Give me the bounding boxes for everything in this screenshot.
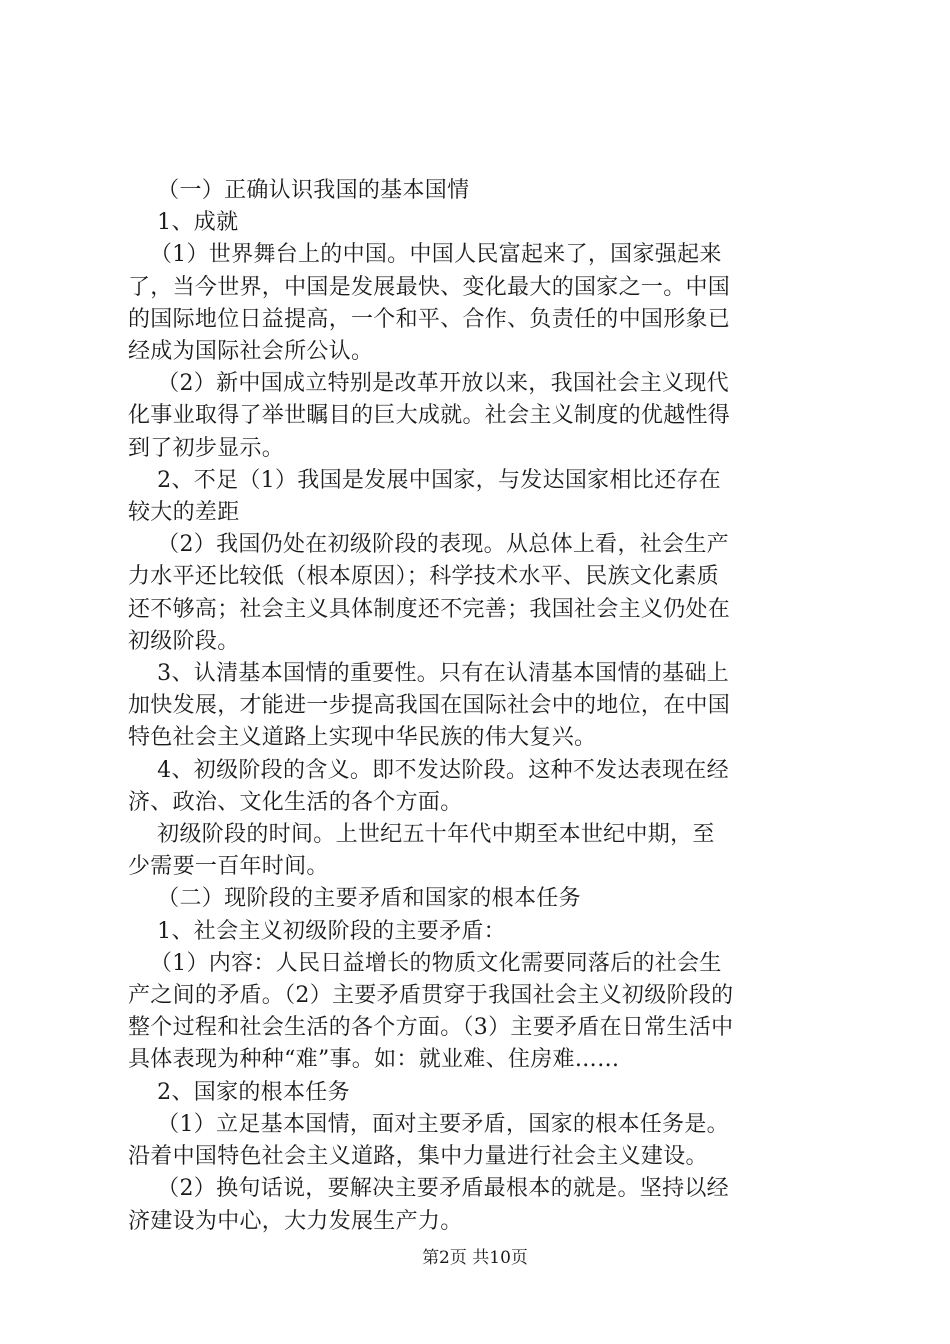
- text-line: 产之间的矛盾。（2）主要矛盾贯穿于我国社会主义初级阶段的: [128, 983, 734, 1009]
- text-line: 整个过程和社会生活的各个方面。（3）主要矛盾在日常生活中: [128, 1015, 734, 1041]
- text-line: 1、社会主义初级阶段的主要矛盾：: [128, 918, 506, 944]
- text-line: 济建设为中心，大力发展生产力。: [128, 1208, 463, 1234]
- text-line: 还不够高；社会主义具体制度还不完善；我国社会主义仍处在: [128, 596, 731, 622]
- text-line: 经成为国际社会所公认。: [128, 339, 374, 365]
- text-line: 的国际地位日益提高，一个和平、合作、负责任的中国形象已: [128, 306, 731, 332]
- text-line: 化事业取得了举世瞩目的巨大成就。社会主义制度的优越性得: [128, 403, 731, 429]
- text-line: （2）我国仍处在初级阶段的表现。从总体上看，社会生产: [128, 532, 729, 558]
- text-line: 特色社会主义道路上实现中华民族的伟大复兴。: [128, 725, 597, 751]
- text-line: 3、认清基本国情的重要性。只有在认清基本国情的基础上: [128, 661, 729, 687]
- text-line: （一）正确认识我国的基本国情: [128, 178, 470, 203]
- text-line: 力水平还比较低（根本原因）；科学技术水平、民族文化素质: [128, 564, 720, 590]
- text-line: （二）现阶段的主要矛盾和国家的根本任务: [128, 886, 581, 912]
- text-line: 到了初步显示。: [128, 435, 285, 461]
- text-line: 4、初级阶段的含义。即不发达阶段。这种不发达表现在经: [128, 757, 729, 783]
- document-body: [128, 175, 830, 1238]
- text-line: 具体表现为种种“难”事。如：就业难、住房难……: [128, 1047, 620, 1073]
- text-line: 加快发展，才能进一步提高我国在国际社会中的地位，在中国: [128, 693, 731, 719]
- page-number-footer: 第2页 共10页: [422, 1248, 528, 1268]
- text-line: 初级阶段的时间。上世纪五十年代中期至本世纪中期，至: [128, 822, 715, 848]
- text-line: （2）新中国成立特别是改革开放以来，我国社会主义现代: [128, 371, 729, 397]
- text-line: 沿着中国特色社会主义道路，集中力量进行社会主义建设。: [128, 1144, 708, 1170]
- text-line: 2、不足（1）我国是发展中国家，与发达国家相比还存在: [128, 467, 721, 493]
- text-line: （1）世界舞台上的中国。中国人民富起来了，国家强起来: [128, 242, 722, 268]
- text-line: 少需要一百年时间。: [128, 854, 329, 880]
- text-line: （1）内容：人民日益增长的物质文化需要同落后的社会生: [128, 950, 722, 976]
- text-line: 济、政治、文化生活的各个方面。: [128, 789, 463, 815]
- text-line: 较大的差距: [128, 500, 240, 526]
- text-line: 了，当今世界，中国是发展最快、变化最大的国家之一。中国: [128, 274, 731, 300]
- text-line: （1）立足基本国情，面对主要矛盾，国家的根本任务是。: [128, 1111, 729, 1137]
- text-line: 初级阶段。: [128, 628, 240, 654]
- text-line: 1、成就: [128, 210, 239, 236]
- text-line: 2、国家的根本任务: [128, 1079, 350, 1105]
- text-line: （2）换句话说，要解决主要矛盾最根本的就是。坚持以经: [128, 1176, 729, 1202]
